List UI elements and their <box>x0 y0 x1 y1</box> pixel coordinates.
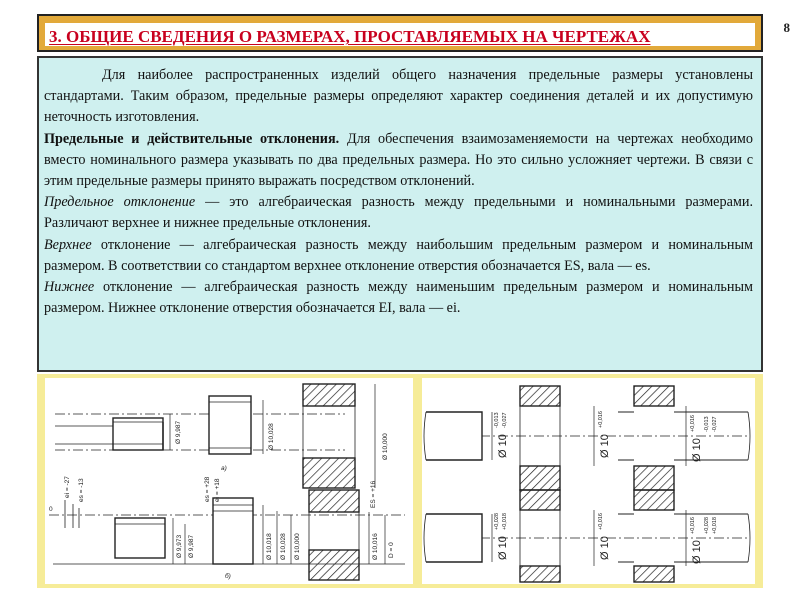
hole-top-right-lower <box>634 466 674 490</box>
hole-bottom-mid-upper <box>520 490 560 510</box>
tolerance-lower: -0,027 <box>712 416 718 432</box>
tolerance-main: Ø 10 <box>497 536 509 560</box>
drawing-left <box>45 378 413 584</box>
limit-deviation-body: — это алгебраическая разность между предельными и номинальными размерами. Различают верхнее и нижнее предельные отклонения. <box>44 194 753 232</box>
page-title: 3. ОБЩИЕ СВЕДЕНИЯ О РАЗМЕРАХ, ПРОСТАВЛЯЕМЫХ НА ЧЕРТЕЖАХ <box>49 27 651 46</box>
tolerance-upper: +0,016 <box>598 513 604 530</box>
figure-label-b: б) <box>225 573 231 580</box>
tolerance-main: Ø 10 <box>599 434 611 458</box>
paragraph-deviations <box>44 129 753 193</box>
tolerance-upper: +0,028 <box>494 513 500 530</box>
dim-label: Ø 10,016 <box>372 533 379 560</box>
shaft-b-large <box>213 498 253 564</box>
paragraph-limit-deviation <box>44 192 753 234</box>
tolerance-main: Ø 10 <box>599 536 611 560</box>
shaft-a <box>113 418 163 450</box>
upper-deviation-body: отклонение — алгебраическая разность между наибольшим предельным размером и номинальным размером. В соответствии со стандартом верхнее отклонение отверстия обозначается ES, вала — es. <box>44 236 753 274</box>
deviation-label: es = -13 <box>78 478 85 502</box>
hole-top-right-upper <box>634 386 674 406</box>
hole-wall-bottom-a <box>303 458 355 488</box>
tolerance-main: Ø 10 <box>691 438 703 462</box>
dim-label: Ø 10,000 <box>294 533 301 560</box>
dim-label: Ø 10,000 <box>382 433 389 460</box>
dim-label: Ø 10,028 <box>268 423 275 450</box>
deviation-label: ei = -27 <box>64 476 71 498</box>
page-number: 8 <box>783 20 790 35</box>
zero-line-label: 0 <box>49 506 53 513</box>
title-inner <box>45 23 755 46</box>
shaft-bottom-left <box>426 514 482 562</box>
dim-label: D = 0 <box>388 542 395 558</box>
term-upper: Верхнее <box>44 236 92 253</box>
shaft-a-large <box>209 396 251 454</box>
dim-label: Ø 9,973 <box>176 534 183 558</box>
hole-bottom-right-lower <box>634 566 674 582</box>
tolerance-upper: +0,016 <box>598 411 604 428</box>
figure-panel <box>37 374 763 588</box>
deviation-label: es = +28 <box>204 476 211 502</box>
hole-wall-bottom-b <box>309 550 359 580</box>
lower-deviation-body: отклонение — алгебраическая разность между наименьшим предельным размером и номинальным размером. Нижнее отклонение отверстия обозначается EI, вала — ei. <box>44 279 753 317</box>
paragraph-lower-deviation <box>44 277 753 319</box>
dim-label: Ø 10,028 <box>280 533 287 560</box>
drawing-right <box>422 378 755 584</box>
deviation-label: ei = +18 <box>214 478 221 502</box>
hole-bottom-mid-lower <box>520 566 560 582</box>
dim-label: Ø 9,987 <box>188 534 195 558</box>
dim-label: Ø 10,018 <box>266 533 273 560</box>
term-limit-deviation: Предельное отклонение <box>44 194 196 211</box>
tolerance-lower: +0,018 <box>712 517 718 534</box>
figure-label-a: а) <box>221 465 227 472</box>
text-content <box>37 56 763 372</box>
tolerance-upper: -0,013 <box>494 412 500 428</box>
tolerance-main: Ø 10 <box>497 434 509 458</box>
hole-bottom-right-upper <box>634 490 674 510</box>
tolerance-main: Ø 10 <box>691 540 703 564</box>
tolerance-upper: +0,016 <box>690 415 696 432</box>
hole-wall-top-a <box>303 384 355 406</box>
paragraph-upper-deviation <box>44 235 753 277</box>
shaft-top-left <box>426 412 482 460</box>
figure-tolerance-notation <box>422 378 755 584</box>
tolerance-lower: +0,018 <box>502 513 508 530</box>
deviations-body: Для обеспечения взаимозаменяемости на чертежах необходимо вместо номинального размера указывать по два предельных размера. Но это сильно усложняет чертежи. В связи с этим предельные размеры принято выражать посредством отклонений. <box>44 130 754 190</box>
tolerance-lower: +0,028 <box>704 517 710 534</box>
figure-shaft-hole-deviations <box>45 378 413 584</box>
hole-top-mid-lower <box>520 466 560 490</box>
term-deviations: Предельные и действительные отклонения. <box>44 130 340 147</box>
deviation-label: ES = +16 <box>370 480 377 508</box>
dim-label: Ø 9,987 <box>175 420 182 444</box>
term-lower: Нижнее <box>44 279 95 296</box>
hole-wall-top-b <box>309 490 359 512</box>
title-bar <box>37 14 763 52</box>
intro-paragraph: Для наиболее распространенных изделий общего назначения предельные размеры установлены стандартами. Таким образом, предельные размеры определяют характер соединения деталей и их допустимую неточность изготовления. <box>44 67 753 126</box>
tolerance-lower: -0,027 <box>502 412 508 428</box>
hole-top-mid-upper <box>520 386 560 406</box>
tolerance-lower: -0,013 <box>704 416 710 432</box>
tolerance-upper: +0,016 <box>690 517 696 534</box>
